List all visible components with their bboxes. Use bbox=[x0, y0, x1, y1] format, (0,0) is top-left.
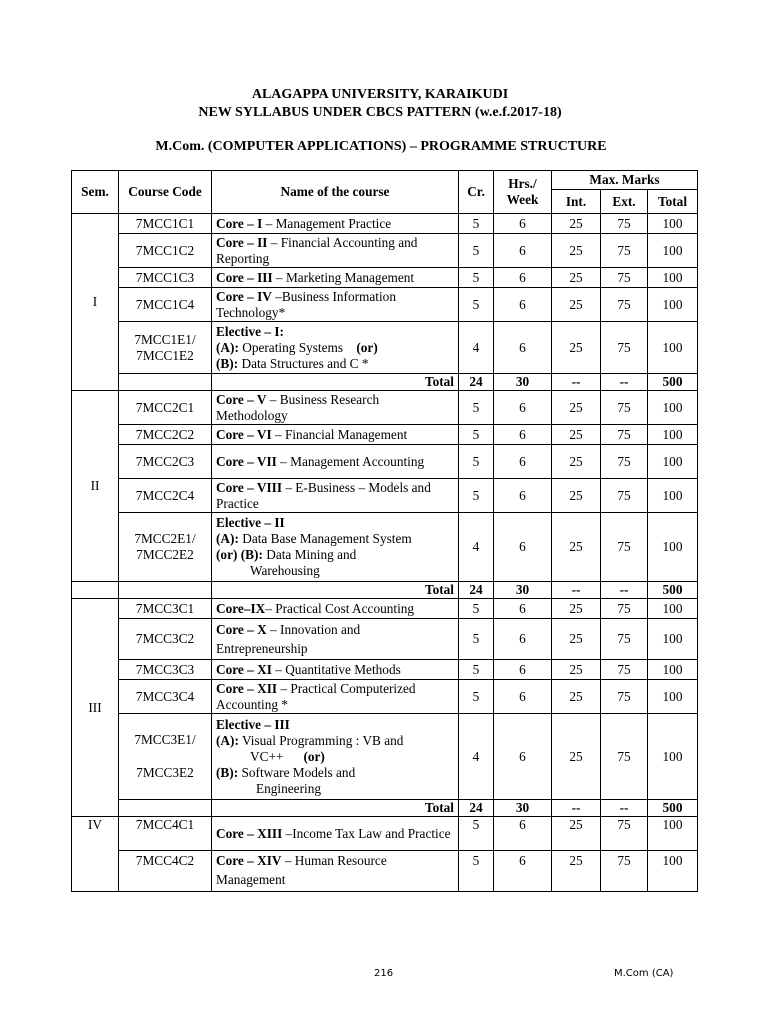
programme-title: M.Com. (COMPUTER APPLICATIONS) – PROGRAMME STRUCTURE bbox=[155, 139, 607, 154]
course-code: 7MCC3C3 bbox=[119, 660, 212, 680]
semester-label: I bbox=[72, 214, 119, 391]
hours: 6 bbox=[494, 851, 552, 892]
ext-marks: 75 bbox=[601, 714, 648, 800]
int-marks: 25 bbox=[552, 425, 601, 445]
credits: 4 bbox=[459, 322, 494, 374]
course-name: Core – XII – Practical Computerized Accounting * bbox=[212, 680, 459, 714]
credits: 5 bbox=[459, 817, 494, 851]
ext-marks: 75 bbox=[601, 851, 648, 892]
int-marks: 25 bbox=[552, 479, 601, 513]
hours: 6 bbox=[494, 445, 552, 479]
table-row bbox=[72, 234, 698, 268]
course-code: 7MCC3C2 bbox=[119, 619, 212, 660]
table-row bbox=[72, 851, 698, 892]
hours: 6 bbox=[494, 680, 552, 714]
credits: 5 bbox=[459, 234, 494, 268]
course-name: Elective – III (A): Visual Programming : VB and VC++ (or) (B): Software Models and Engineering bbox=[212, 714, 459, 800]
total-marks: 100 bbox=[648, 214, 698, 234]
hours: 6 bbox=[494, 234, 552, 268]
empty-cell bbox=[119, 374, 212, 391]
course-name: Core – XI – Quantitative Methods bbox=[212, 660, 459, 680]
table-row bbox=[72, 619, 698, 660]
semester-label: IV bbox=[72, 817, 119, 892]
credits: 5 bbox=[459, 214, 494, 234]
table-row bbox=[72, 599, 698, 619]
course-name: Core – VI – Financial Management bbox=[212, 425, 459, 445]
total-marks: 100 bbox=[648, 680, 698, 714]
header-course-name: Name of the course bbox=[212, 171, 459, 214]
course-code: 7MCC1C2 bbox=[119, 234, 212, 268]
total-marks: 100 bbox=[648, 851, 698, 892]
course-code: 7MCC3E1/ 7MCC3E2 bbox=[119, 714, 212, 800]
course-name: Core – III – Marketing Management bbox=[212, 268, 459, 288]
total-marks: 100 bbox=[648, 288, 698, 322]
int-marks: 25 bbox=[552, 445, 601, 479]
hours: 6 bbox=[494, 817, 552, 851]
ext-marks: 75 bbox=[601, 680, 648, 714]
table-row bbox=[72, 680, 698, 714]
credits: 5 bbox=[459, 268, 494, 288]
table-row bbox=[72, 322, 698, 374]
course-name: Core – VII – Management Accounting bbox=[212, 445, 459, 479]
table-row bbox=[72, 214, 698, 234]
course-name: Core – X – Innovation and Entrepreneurship bbox=[212, 619, 459, 660]
header-course-code: Course Code bbox=[119, 171, 212, 214]
int-marks: 25 bbox=[552, 288, 601, 322]
table-row bbox=[72, 817, 698, 851]
ext-marks: -- bbox=[601, 374, 648, 391]
ext-marks: 75 bbox=[601, 513, 648, 582]
credits: 24 bbox=[459, 582, 494, 599]
syllabus-subtitle: NEW SYLLABUS UNDER CBCS PATTERN (w.e.f.2017-18) bbox=[198, 105, 562, 120]
table-row bbox=[72, 425, 698, 445]
ext-marks: 75 bbox=[601, 425, 648, 445]
total-marks: 100 bbox=[648, 714, 698, 800]
int-marks: 25 bbox=[552, 619, 601, 660]
hours: 6 bbox=[494, 268, 552, 288]
credits: 24 bbox=[459, 800, 494, 817]
total-row bbox=[72, 374, 698, 391]
table-row bbox=[72, 445, 698, 479]
credits: 5 bbox=[459, 680, 494, 714]
total-row bbox=[72, 800, 698, 817]
total-marks: 100 bbox=[648, 599, 698, 619]
int-marks: 25 bbox=[552, 680, 601, 714]
hours: 30 bbox=[494, 374, 552, 391]
header-total: Total bbox=[648, 190, 698, 214]
int-marks: -- bbox=[552, 800, 601, 817]
course-code: 7MCC3C4 bbox=[119, 680, 212, 714]
hours: 6 bbox=[494, 599, 552, 619]
total-marks: 100 bbox=[648, 513, 698, 582]
course-name: Core – II – Financial Accounting and Reporting bbox=[212, 234, 459, 268]
semester-label: III bbox=[72, 599, 119, 817]
header-max-marks: Max. Marks bbox=[552, 171, 698, 190]
course-name: Core – VIII – E-Business – Models and Practice bbox=[212, 479, 459, 513]
document-label: M.Com (CA) bbox=[614, 968, 674, 979]
credits: 5 bbox=[459, 391, 494, 425]
course-code: 7MCC4C2 bbox=[119, 851, 212, 892]
ext-marks: -- bbox=[601, 800, 648, 817]
hours: 6 bbox=[494, 391, 552, 425]
page-number: 216 bbox=[374, 968, 394, 979]
university-title: ALAGAPPA UNIVERSITY, KARAIKUDI bbox=[251, 87, 509, 102]
credits: 5 bbox=[459, 479, 494, 513]
int-marks: 25 bbox=[552, 851, 601, 892]
total-label: Total bbox=[212, 800, 459, 817]
total-label: Total bbox=[212, 374, 459, 391]
course-name: Elective – II (A): Data Base Management System (or) (B): Data Mining and Warehousing bbox=[212, 513, 459, 582]
ext-marks: 75 bbox=[601, 268, 648, 288]
credits: 5 bbox=[459, 425, 494, 445]
ext-marks: 75 bbox=[601, 445, 648, 479]
total-marks: 100 bbox=[648, 817, 698, 851]
int-marks: -- bbox=[552, 374, 601, 391]
total-marks: 100 bbox=[648, 425, 698, 445]
table-row bbox=[72, 513, 698, 582]
course-name: Core – IV –Business Information Technology* bbox=[212, 288, 459, 322]
course-code: 7MCC1C1 bbox=[119, 214, 212, 234]
total-row bbox=[72, 582, 698, 599]
ext-marks: 75 bbox=[601, 479, 648, 513]
hours: 6 bbox=[494, 288, 552, 322]
header-sem: Sem. bbox=[72, 171, 119, 214]
int-marks: 25 bbox=[552, 714, 601, 800]
credits: 5 bbox=[459, 599, 494, 619]
total-marks: 500 bbox=[648, 800, 698, 817]
table-row bbox=[72, 268, 698, 288]
hours: 6 bbox=[494, 714, 552, 800]
ext-marks: 75 bbox=[601, 660, 648, 680]
course-name: Elective – I: (A): Operating Systems (or) (B): Data Structures and C * bbox=[212, 322, 459, 374]
programme-structure-table bbox=[71, 170, 698, 892]
total-marks: 500 bbox=[648, 374, 698, 391]
credits: 4 bbox=[459, 513, 494, 582]
credits: 5 bbox=[459, 288, 494, 322]
course-name: Core – I – Management Practice bbox=[212, 214, 459, 234]
header-int: Int. bbox=[552, 190, 601, 214]
int-marks: 25 bbox=[552, 660, 601, 680]
header-ext: Ext. bbox=[601, 190, 648, 214]
header-credits: Cr. bbox=[459, 171, 494, 214]
empty-cell bbox=[119, 582, 212, 599]
credits: 5 bbox=[459, 445, 494, 479]
hours: 6 bbox=[494, 513, 552, 582]
course-code: 7MCC1C4 bbox=[119, 288, 212, 322]
int-marks: 25 bbox=[552, 599, 601, 619]
course-name: Core – V – Business Research Methodology bbox=[212, 391, 459, 425]
credits: 5 bbox=[459, 660, 494, 680]
hours: 30 bbox=[494, 582, 552, 599]
int-marks: 25 bbox=[552, 214, 601, 234]
semester-label: II bbox=[72, 391, 119, 582]
total-label: Total bbox=[212, 582, 459, 599]
table-row bbox=[72, 479, 698, 513]
credits: 5 bbox=[459, 851, 494, 892]
ext-marks: 75 bbox=[601, 391, 648, 425]
int-marks: 25 bbox=[552, 268, 601, 288]
int-marks: 25 bbox=[552, 513, 601, 582]
int-marks: 25 bbox=[552, 234, 601, 268]
total-marks: 500 bbox=[648, 582, 698, 599]
hours: 6 bbox=[494, 619, 552, 660]
course-name: Core – XIII –Income Tax Law and Practice bbox=[212, 817, 459, 851]
total-marks: 100 bbox=[648, 322, 698, 374]
ext-marks: 75 bbox=[601, 322, 648, 374]
table-row bbox=[72, 660, 698, 680]
empty-cell bbox=[119, 800, 212, 817]
ext-marks: 75 bbox=[601, 817, 648, 851]
ext-marks: 75 bbox=[601, 234, 648, 268]
empty-cell bbox=[72, 582, 119, 599]
total-marks: 100 bbox=[648, 479, 698, 513]
total-marks: 100 bbox=[648, 445, 698, 479]
hours: 6 bbox=[494, 425, 552, 445]
header-hours-week: Hrs./ Week bbox=[494, 171, 552, 214]
total-marks: 100 bbox=[648, 268, 698, 288]
table-row bbox=[72, 391, 698, 425]
course-code: 7MCC4C1 bbox=[119, 817, 212, 851]
course-code: 7MCC2C1 bbox=[119, 391, 212, 425]
total-marks: 100 bbox=[648, 619, 698, 660]
ext-marks: 75 bbox=[601, 214, 648, 234]
table-row bbox=[72, 288, 698, 322]
course-name: Core–IX– Practical Cost Accounting bbox=[212, 599, 459, 619]
course-code: 7MCC2E1/ 7MCC2E2 bbox=[119, 513, 212, 582]
course-code: 7MCC2C2 bbox=[119, 425, 212, 445]
int-marks: -- bbox=[552, 582, 601, 599]
hours: 6 bbox=[494, 660, 552, 680]
hours: 6 bbox=[494, 214, 552, 234]
ext-marks: 75 bbox=[601, 599, 648, 619]
total-marks: 100 bbox=[648, 391, 698, 425]
int-marks: 25 bbox=[552, 391, 601, 425]
ext-marks: 75 bbox=[601, 288, 648, 322]
credits: 5 bbox=[459, 619, 494, 660]
course-code: 7MCC1E1/ 7MCC1E2 bbox=[119, 322, 212, 374]
total-marks: 100 bbox=[648, 234, 698, 268]
course-code: 7MCC2C4 bbox=[119, 479, 212, 513]
int-marks: 25 bbox=[552, 322, 601, 374]
course-code: 7MCC1C3 bbox=[119, 268, 212, 288]
course-code: 7MCC3C1 bbox=[119, 599, 212, 619]
hours: 6 bbox=[494, 322, 552, 374]
int-marks: 25 bbox=[552, 817, 601, 851]
course-code: 7MCC2C3 bbox=[119, 445, 212, 479]
total-marks: 100 bbox=[648, 660, 698, 680]
credits: 4 bbox=[459, 714, 494, 800]
ext-marks: 75 bbox=[601, 619, 648, 660]
table-row bbox=[72, 714, 698, 800]
hours: 30 bbox=[494, 800, 552, 817]
hours: 6 bbox=[494, 479, 552, 513]
ext-marks: -- bbox=[601, 582, 648, 599]
course-name: Core – XIV – Human Resource Management bbox=[212, 851, 459, 892]
credits: 24 bbox=[459, 374, 494, 391]
